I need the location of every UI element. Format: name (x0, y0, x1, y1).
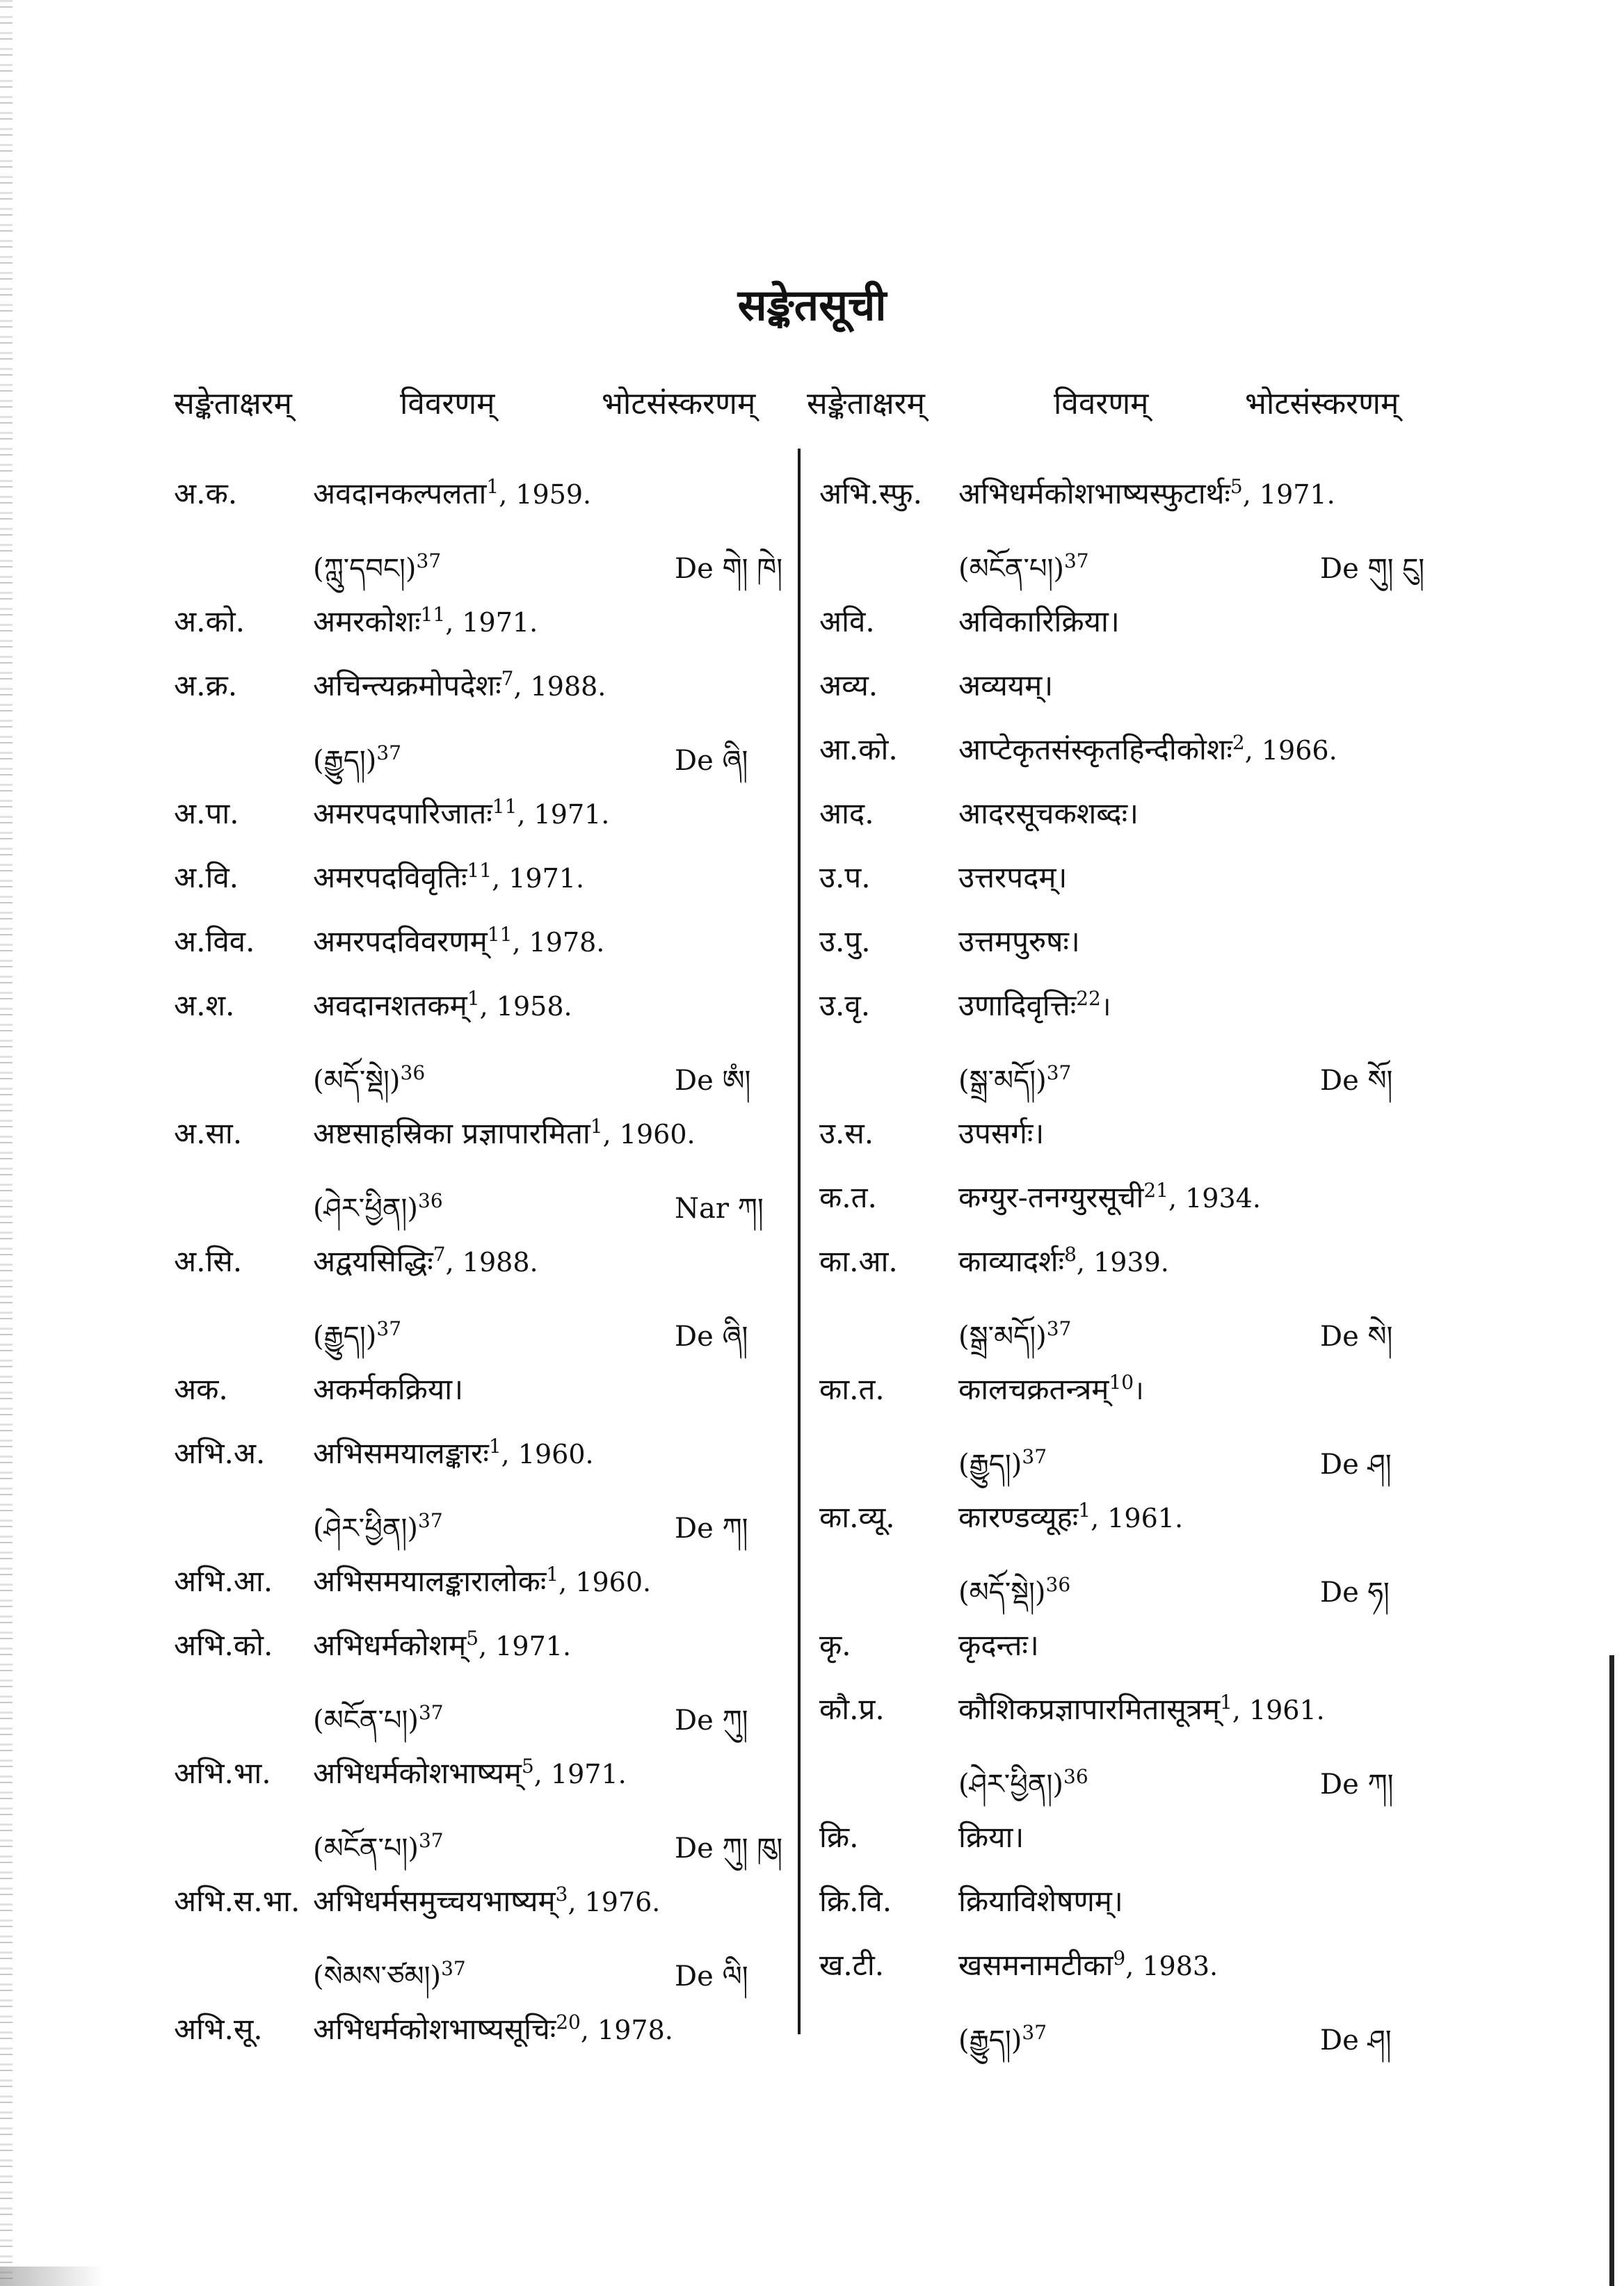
entry-description (958, 473, 1459, 513)
entry-abbreviation: क्रि. (819, 1820, 859, 1854)
entry-abbreviation: अ.विव. (174, 924, 255, 958)
entry-source-line (174, 1817, 814, 1881)
abbreviation-column-right (819, 473, 1459, 2072)
publication-year: , 1966. (1244, 735, 1337, 766)
source-reference-number: 37 (1022, 1445, 1047, 1468)
publication-year: , 1960. (558, 1567, 652, 1597)
entry-main-line (819, 601, 1459, 665)
publication-year: , 1971. (445, 607, 538, 638)
entry-abbreviation: आद. (819, 796, 874, 830)
tibetan-section-name: (སེམས་ཙམ།) (313, 1961, 442, 1993)
entry-source-line (819, 1305, 1459, 1369)
publication-year: , 1959. (499, 479, 592, 510)
entry-abbreviation: आ.को. (819, 732, 898, 766)
tibetan-section-name: (ཀླུ་དབང།) (313, 553, 417, 585)
publication-year: , 1971. (492, 863, 585, 894)
entry-abbreviation: अ.क्र. (174, 668, 238, 702)
source-reference-number: 36 (418, 1189, 443, 1212)
reference-number: 3 (555, 1883, 568, 1906)
abbreviation-entry (819, 1817, 1459, 1881)
entry-source-line (819, 1561, 1459, 1625)
description-text: अद्वयसिद्धिः (313, 1244, 433, 1278)
publication-year: , 1961. (1091, 1503, 1184, 1534)
abbreviation-entry (174, 793, 814, 857)
entry-abbreviation: अभि.सू. (174, 2012, 263, 2046)
reference-number: 1 (488, 1435, 501, 1458)
source-reference-number: 37 (418, 1829, 444, 1852)
abbreviation-entry (174, 921, 814, 985)
description-text: आप्टेकृतसंस्कृतहिन्दीकोशः (958, 732, 1232, 766)
entry-source-line (174, 729, 814, 793)
abbreviation-entry (174, 473, 814, 601)
source-reference-number: 37 (441, 1957, 466, 1980)
entry-description (313, 921, 814, 960)
entry-main-line (174, 793, 814, 857)
reference-number: 7 (501, 667, 514, 690)
publication-year: । (1134, 1375, 1144, 1406)
entry-source-line (819, 1433, 1459, 1497)
header-abbr-right: सङ्केताक्षरम् (807, 386, 925, 421)
description-text: क्रियाविशेषणम्। (958, 1884, 1123, 1918)
reference-number: 1 (1219, 1691, 1232, 1714)
entry-main-line (819, 793, 1459, 857)
tibetan-section-name: (རྒྱུད།) (958, 2025, 1022, 2056)
reference-number: 22 (1076, 987, 1101, 1010)
entry-abbreviation: अ.क. (174, 476, 238, 510)
entry-main-line (174, 2009, 814, 2072)
entry-source-line (174, 537, 814, 601)
entry-main-line (174, 1881, 814, 1945)
entry-abbreviation: अ.को. (174, 604, 245, 638)
entry-main-line (174, 1241, 814, 1305)
tibetan-section-name: (ཤེར་ཕྱིན།) (313, 1513, 419, 1545)
abbreviation-entry (819, 921, 1459, 985)
entry-main-line (819, 729, 1459, 793)
entry-abbreviation: अ.श. (174, 988, 235, 1022)
abbreviation-entry (174, 1561, 814, 1625)
entry-main-line (819, 1241, 1459, 1305)
tibetan-section-name: (རྒྱུད།) (958, 1449, 1022, 1481)
publication-year: , 1988. (445, 1247, 538, 1278)
publication-year: , 1961. (1232, 1695, 1325, 1725)
entry-abbreviation: अभि.को. (174, 1628, 273, 1662)
abbreviation-entry (819, 601, 1459, 665)
entry-abbreviation: उ.वृ. (819, 988, 871, 1022)
reference-number: 11 (492, 795, 517, 818)
entry-main-line (174, 1625, 814, 1689)
source-reference-number: 36 (1045, 1573, 1071, 1596)
description-text: कारण्डव्यूहः (958, 1500, 1079, 1534)
publication-year: , 1971. (517, 799, 610, 830)
entry-main-line (819, 1689, 1459, 1753)
entry-main-line (819, 857, 1459, 921)
entry-main-line (819, 1177, 1459, 1241)
entry-description (958, 793, 1459, 832)
description-text: अभिधर्मकोशम् (313, 1628, 467, 1662)
publication-year: , 1971. (1242, 479, 1335, 510)
entry-description (313, 1753, 814, 1792)
tibetan-section-name: (མདོ་སྡེ།) (958, 1577, 1046, 1609)
entry-description (958, 985, 1459, 1024)
bhota-edition-ref: De ཞི། (675, 745, 748, 777)
entry-main-line (819, 985, 1459, 1049)
entry-description (313, 793, 814, 832)
entry-abbreviation: का.आ. (819, 1244, 898, 1278)
description-text: कौशिकप्रज्ञापारमितासूत्रम् (958, 1692, 1220, 1726)
abbreviation-entry (819, 985, 1459, 1113)
header-abbr-left: सङ्केताक्षरम् (174, 386, 292, 421)
description-text: अभिधर्मकोशभाष्यम् (313, 1756, 522, 1790)
entry-main-line (174, 1113, 814, 1177)
entry-main-line (819, 1625, 1459, 1689)
description-text: अभिधर्मसमुच्चयभाष्यम् (313, 1884, 556, 1918)
source-reference-number: 37 (376, 741, 402, 764)
publication-year: , 1958. (479, 991, 572, 1022)
entry-main-line (819, 1817, 1459, 1881)
entry-abbreviation: उ.स. (819, 1116, 874, 1150)
entry-main-line (174, 473, 814, 537)
entry-main-line (174, 921, 814, 985)
reference-number: 5 (466, 1627, 479, 1650)
entry-description (958, 1625, 1459, 1664)
description-text: कृदन्तः। (958, 1628, 1039, 1662)
reference-number: 5 (1230, 475, 1243, 498)
bhota-edition-ref: De ལི། (675, 1961, 748, 1993)
entry-main-line (174, 1369, 814, 1433)
source-reference-number: 36 (400, 1061, 426, 1084)
entry-description (313, 473, 814, 513)
entry-abbreviation: अव्य. (819, 668, 878, 702)
description-text: अवदानशतकम् (313, 988, 467, 1022)
reference-number: 1 (1078, 1499, 1091, 1522)
bhota-edition-ref: De ཞི། (675, 1321, 748, 1353)
entry-source-line (819, 1049, 1459, 1113)
description-text: उपसर्गः। (958, 1116, 1045, 1150)
entry-abbreviation: अक. (174, 1372, 228, 1406)
reference-number: 10 (1109, 1371, 1134, 1394)
abbreviation-entry (819, 1625, 1459, 1689)
header-desc-left: विवरणम् (400, 386, 495, 421)
abbreviation-entry (174, 1625, 814, 1753)
entry-main-line (819, 1881, 1459, 1945)
entry-description (958, 1113, 1459, 1152)
source-reference-number: 37 (418, 1701, 444, 1724)
entry-source-line (174, 1945, 814, 2009)
bhota-edition-ref: De སོ། (1320, 1065, 1393, 1097)
entry-abbreviation: अ.सि. (174, 1244, 243, 1278)
abbreviation-entry (819, 793, 1459, 857)
scan-corner-mark (0, 2267, 104, 2286)
entry-source-line (174, 1305, 814, 1369)
entry-main-line (819, 921, 1459, 985)
publication-year: , 1978. (512, 927, 605, 958)
entry-description (958, 665, 1459, 705)
reference-number: 1 (590, 1115, 603, 1138)
entry-abbreviation: का.व्यू. (819, 1500, 895, 1534)
scan-edge-right (1609, 1655, 1614, 2286)
description-text: उत्तमपुरुषः। (958, 924, 1080, 958)
abbreviation-entry (819, 665, 1459, 729)
entry-source-line (819, 537, 1459, 601)
entry-description (313, 1625, 814, 1664)
publication-year: । (1100, 991, 1111, 1022)
entry-description (958, 1177, 1459, 1216)
tibetan-section-name: (ཤེར་ཕྱིན།) (958, 1769, 1064, 1801)
entry-main-line (174, 857, 814, 921)
source-reference-number: 37 (1063, 549, 1089, 572)
entry-abbreviation: अ.पा. (174, 796, 239, 830)
entry-description (958, 729, 1459, 768)
entry-description (958, 921, 1459, 960)
reference-number: 5 (521, 1755, 534, 1778)
bhota-edition-ref: De ཀ། (1320, 1769, 1394, 1801)
publication-year: , 1960. (501, 1439, 594, 1470)
entry-description (313, 1241, 814, 1280)
tibetan-section-name: (ཤེར་ཕྱིན།) (313, 1193, 419, 1225)
abbreviation-entry (819, 1945, 1459, 2072)
entry-description (958, 1497, 1459, 1536)
entry-abbreviation: अभि.स.भा. (174, 1884, 300, 1918)
entry-abbreviation: अभि.स्फु. (819, 476, 922, 510)
description-text: अविकारिक्रिया। (958, 604, 1120, 638)
entry-abbreviation: क्रि.वि. (819, 1884, 892, 1918)
entry-abbreviation: ख.टी. (819, 1948, 885, 1982)
entry-main-line (174, 985, 814, 1049)
reference-number: 11 (487, 923, 513, 946)
entry-source-line (819, 1753, 1459, 1817)
abbreviation-entry (174, 1433, 814, 1561)
entry-description (958, 1241, 1459, 1280)
entry-main-line (819, 1369, 1459, 1433)
source-reference-number: 37 (416, 549, 442, 572)
entry-abbreviation: अभि.भा. (174, 1756, 271, 1790)
tibetan-section-name: (མངོན་པ།) (958, 553, 1064, 585)
reference-number: 7 (433, 1243, 446, 1266)
abbreviation-entry (819, 857, 1459, 921)
description-text: उत्तरपदम्। (958, 860, 1068, 894)
entry-description (313, 1113, 814, 1152)
abbreviation-entry (174, 985, 814, 1113)
entry-description (313, 665, 814, 705)
source-reference-number: 36 (1063, 1765, 1088, 1788)
entry-abbreviation: उ.पु. (819, 924, 871, 958)
entry-main-line (819, 1497, 1459, 1561)
entry-description (958, 1369, 1459, 1408)
abbreviation-entry (819, 473, 1459, 601)
abbreviation-entry (819, 1881, 1459, 1945)
entry-abbreviation: अवि. (819, 604, 875, 638)
bhota-edition-ref: De ཀ། (675, 1513, 748, 1545)
entry-abbreviation: कौ.प्र. (819, 1692, 885, 1726)
description-text: काव्यादर्शः (958, 1244, 1065, 1278)
description-text: अभिधर्मकोशभाष्यसूचिः (313, 2012, 556, 2046)
entry-main-line (174, 1433, 814, 1497)
abbreviation-entry (819, 1497, 1459, 1625)
publication-year: , 1971. (533, 1759, 627, 1789)
description-text: उणादिवृत्तिः (958, 988, 1077, 1022)
abbreviation-entry (174, 601, 814, 665)
abbreviation-entry (819, 1177, 1459, 1241)
entry-description (313, 1369, 814, 1408)
entry-description (958, 1689, 1459, 1728)
header-bhota-left: भोटसंस्करणम् (602, 386, 756, 421)
entry-description (313, 601, 814, 641)
description-text: अमरकोशः (313, 604, 421, 638)
abbreviation-entry (819, 729, 1459, 793)
entry-description (313, 2009, 814, 2048)
publication-year: , 1978. (580, 2015, 673, 2045)
reference-number: 21 (1143, 1179, 1168, 1202)
abbreviation-entry (174, 1753, 814, 1881)
abbreviation-entry (174, 1881, 814, 2009)
entry-source-line (174, 1689, 814, 1753)
bhota-edition-ref: De སེ། (1320, 1321, 1393, 1353)
description-text: कालचक्रतन्त्रम् (958, 1372, 1109, 1406)
bhota-edition-ref: De ཀུ། ཁུ། (675, 1833, 783, 1865)
description-text: कग्युर-तनग्युरसूची (958, 1180, 1144, 1214)
bhota-edition-ref: De གེ། ཁེ། (675, 553, 783, 585)
entry-abbreviation: का.त. (819, 1372, 885, 1406)
tibetan-section-name: (སྒྲ་མདོ།) (958, 1065, 1047, 1097)
publication-year: , 1988. (513, 671, 606, 702)
abbreviation-entry (174, 1113, 814, 1241)
description-text: अभिसमयालङ्कारः (313, 1436, 489, 1470)
entry-description (313, 857, 814, 896)
publication-year: , 1934. (1168, 1183, 1261, 1214)
entry-description (958, 1945, 1459, 1984)
reference-number: 11 (420, 603, 446, 626)
source-reference-number: 37 (418, 1509, 443, 1532)
entry-description (313, 1433, 814, 1472)
reference-number: 1 (486, 475, 499, 498)
bhota-edition-ref: De ཀུ། (675, 1705, 748, 1737)
entry-main-line (819, 473, 1459, 537)
abbreviation-entry (819, 1689, 1459, 1817)
description-text: अवदानकल्पलता (313, 476, 487, 510)
source-reference-number: 37 (1046, 1317, 1072, 1340)
entry-abbreviation: अ.वि. (174, 860, 239, 894)
abbreviation-entry (819, 1369, 1459, 1497)
entry-source-line (819, 2009, 1459, 2072)
entry-description (313, 985, 814, 1024)
entry-abbreviation: कृ. (819, 1628, 851, 1662)
bhota-edition-ref: De ཤ། (1320, 2025, 1392, 2056)
header-desc-right: विवरणम् (1054, 386, 1149, 421)
scan-edge-left (0, 0, 13, 2286)
description-text: अभिसमयालङ्कारालोकः (313, 1564, 547, 1598)
source-reference-number: 37 (1046, 1061, 1072, 1084)
bhota-edition-ref: De ཨཾ། (675, 1065, 751, 1097)
reference-number: 1 (546, 1563, 559, 1586)
abbreviation-entry (174, 1241, 814, 1369)
abbreviation-column-left (174, 473, 814, 2072)
reference-number: 8 (1064, 1243, 1077, 1266)
reference-number: 20 (556, 2011, 581, 2034)
description-text: खसमनामटीका (958, 1948, 1114, 1982)
entry-description (958, 857, 1459, 896)
publication-year: , 1939. (1076, 1247, 1169, 1278)
tibetan-source (958, 2009, 1320, 2087)
entry-main-line (819, 1113, 1459, 1177)
reference-number: 1 (467, 987, 480, 1010)
tibetan-section-name: (རྒྱུད།) (313, 745, 377, 777)
description-text: अकर्मकक्रिया। (313, 1372, 464, 1406)
description-text: आदरसूचकशब्दः। (958, 796, 1139, 830)
entry-description (313, 1881, 814, 1920)
header-bhota-right: भोटसंस्करणम् (1245, 386, 1399, 421)
entry-description (958, 1881, 1459, 1920)
description-text: अमरपदपारिजातः (313, 796, 492, 830)
page-title: सङ्केतसूची (737, 280, 887, 330)
description-text: अष्टसाहस्रिका प्रज्ञापारमिता (313, 1116, 590, 1150)
entry-abbreviation: अ.सा. (174, 1116, 243, 1150)
description-text: अचिन्त्यक्रमोपदेशः (313, 668, 501, 702)
entry-source-line (174, 1497, 814, 1561)
bhota-edition-ref: De ཤ། (1320, 1449, 1392, 1481)
abbreviation-entry (174, 2009, 814, 2072)
abbreviation-entry (174, 1369, 814, 1433)
entry-description (958, 601, 1459, 641)
entry-main-line (174, 665, 814, 729)
bhota-edition-ref: De གུ། ངུ། (1320, 553, 1425, 585)
entry-main-line (174, 601, 814, 665)
tibetan-section-name: (མདོ་སྡེ།) (313, 1065, 401, 1097)
entry-main-line (174, 1561, 814, 1625)
publication-year: , 1971. (479, 1631, 572, 1661)
tibetan-section-name: (མངོན་པ།) (313, 1705, 419, 1737)
entry-main-line (174, 1753, 814, 1817)
entry-abbreviation: क.त. (819, 1180, 877, 1214)
bhota-edition-ref: De ཧ། (1320, 1577, 1390, 1609)
entry-abbreviation: उ.प. (819, 860, 871, 894)
abbreviation-entry (174, 665, 814, 793)
bhota-edition-ref: Nar ཀ། (675, 1193, 764, 1225)
abbreviation-entry (174, 857, 814, 921)
publication-year: , 1960. (602, 1119, 696, 1150)
entry-main-line (819, 1945, 1459, 2009)
description-text: अमरपदविवरणम् (313, 924, 488, 958)
entry-abbreviation: अभि.आ. (174, 1564, 273, 1598)
tibetan-section-name: (སྒྲ་མདོ།) (958, 1321, 1047, 1353)
entry-source-line (174, 1049, 814, 1113)
source-reference-number: 37 (1022, 2021, 1047, 2044)
abbreviation-entry (819, 1113, 1459, 1177)
entry-abbreviation: अभि.अ. (174, 1436, 266, 1470)
tibetan-section-name: (རྒྱུད།) (313, 1321, 377, 1353)
entry-source-line (174, 1177, 814, 1241)
source-reference-number: 37 (376, 1317, 402, 1340)
publication-year: , 1976. (568, 1887, 661, 1917)
description-text: अभिधर्मकोशभाष्यस्फुटार्थः (958, 476, 1230, 510)
publication-year: , 1983. (1125, 1951, 1219, 1981)
tibetan-section-name: (མངོན་པ།) (313, 1833, 419, 1865)
entry-description (958, 1817, 1459, 1856)
reference-number: 2 (1232, 731, 1245, 754)
reference-number: 11 (467, 859, 492, 882)
reference-number: 9 (1113, 1947, 1126, 1970)
description-text: क्रिया। (958, 1820, 1024, 1854)
description-text: अव्ययम्। (958, 668, 1054, 702)
abbreviation-entry (819, 1241, 1459, 1369)
description-text: अमरपदविवृतिः (313, 860, 467, 894)
entry-main-line (819, 665, 1459, 729)
entry-description (313, 1561, 814, 1600)
